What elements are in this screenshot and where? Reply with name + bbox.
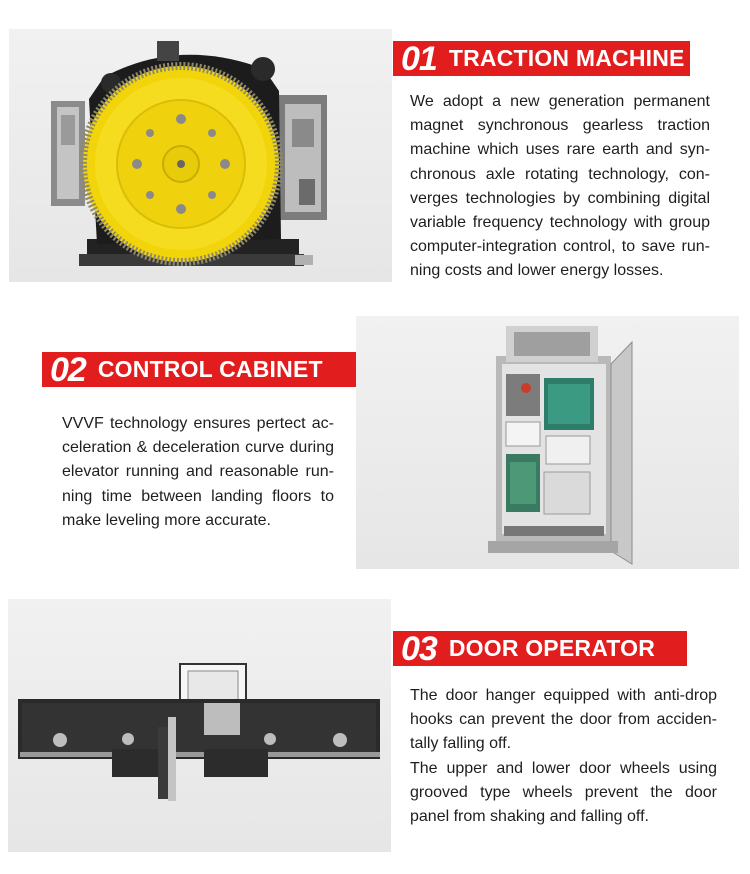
description-line: ning costs and lower energy losses.	[410, 262, 664, 280]
description-line: machine which uses rare earth and syn-	[410, 141, 710, 159]
description-line: verges technologies by combining digital	[410, 189, 710, 207]
section-02-banner	[42, 352, 356, 387]
section-03-title: DOOR OPERATOR	[448, 635, 656, 661]
door-operator-photo	[8, 599, 391, 852]
section-02-number: 02	[50, 350, 86, 389]
traction-machine-photo	[9, 29, 392, 282]
description-line: computer-integration control, to save run-	[410, 238, 710, 256]
description-line: grooved type wheels prevent the door	[410, 783, 717, 801]
traction-machine-illustration	[9, 29, 392, 282]
section-01-title: TRACTION MACHINE	[448, 45, 685, 71]
description-line: hooks can prevent the door from acciden-	[410, 711, 717, 729]
section-02-title: CONTROL CABINET	[97, 356, 323, 382]
door-operator-illustration	[8, 599, 391, 852]
description-line: elevator running and reasonable run-	[62, 463, 334, 481]
section-03-banner	[393, 631, 687, 666]
description-line: VVVF technology ensures pertect ac-	[62, 415, 334, 432]
section-01-banner	[393, 41, 690, 76]
section-03-description	[410, 684, 717, 829]
description-line: We adopt a new generation permanent	[410, 93, 710, 110]
section-03-number: 03	[401, 629, 437, 668]
description-line: variable frequency technology with group	[410, 214, 710, 232]
description-line: The upper and lower door wheels using	[410, 759, 717, 777]
section-02-description	[62, 412, 334, 533]
section-01-number: 01	[401, 39, 437, 78]
description-line: The door hanger equipped with anti-drop	[410, 687, 717, 704]
description-line: magnet synchronous gearless traction	[410, 117, 710, 135]
description-line: make leveling more accurate.	[62, 511, 271, 529]
description-line: ning time between landing floors to	[62, 487, 334, 505]
control-cabinet-illustration	[356, 316, 739, 569]
description-line: tally falling off.	[410, 735, 512, 753]
description-line: celeration & deceleration curve during	[62, 439, 334, 457]
description-line: chronous axle rotating technology, con-	[410, 165, 710, 183]
control-cabinet-photo	[356, 316, 739, 569]
section-01-description	[410, 90, 710, 284]
description-line: panel from shaking and falling off.	[410, 808, 649, 826]
